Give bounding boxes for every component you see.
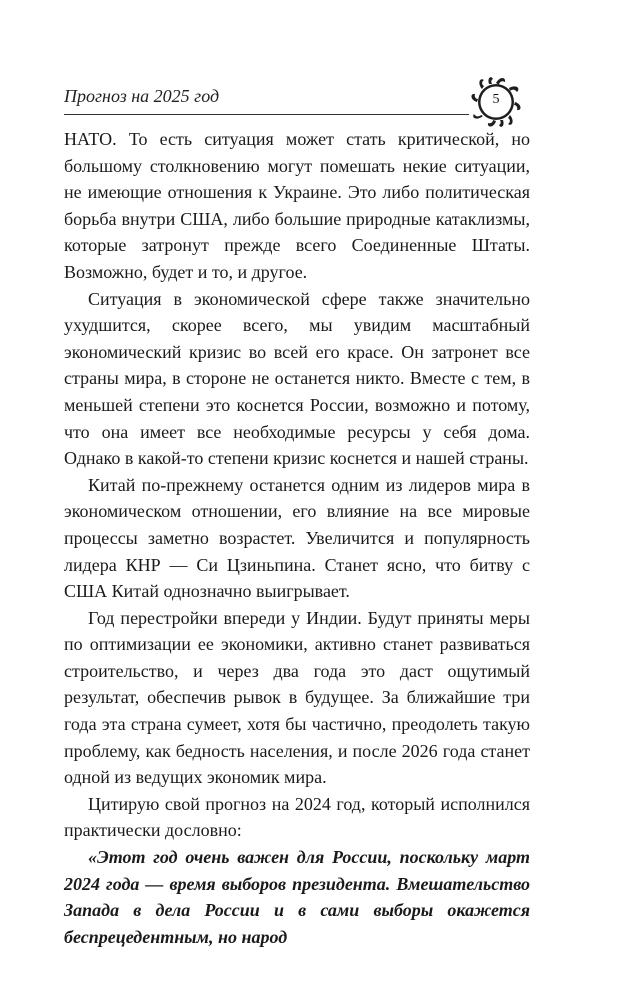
paragraph: Цитирую свой прогноз на 2024 год, который исполнился практически дословно: (64, 793, 530, 841)
header-rule (64, 114, 469, 115)
paragraph: Китай по-прежнему останется одним из лидеров мира в экономическом отношении, его влияние на все мировые процессы заметно возрастет. Увеличится и популярность лидера КНР — Си Цзиньпина. Станет ясно, что битву с США Китай однозначно выигрывает. (64, 474, 530, 602)
running-header (64, 84, 534, 114)
page-number: 5 (492, 92, 500, 107)
body-text (64, 126, 530, 950)
paragraph: Ситуация в экономической сфере также значительно ухудшится, скорее всего, мы увидим масштабный экономический кризис во всей его красе. Он затронет все страны мира, в стороне не останется никто. Вместе с тем, в меньшей степени это коснется России, возможно и потому, что она имеет все необходимые ресурсы у себя дома. Однако в какой-то степени кризис коснется и нашей страны. (64, 288, 530, 469)
page-number-ornament (466, 72, 526, 132)
running-title: Прогноз на 2025 год (64, 86, 220, 106)
quote-paragraph: «Этот год очень важен для России, поскольку март 2024 года — время выборов президента. Вмешательство Запада в дела России и в сами выборы окажется беспрецедентным, но народ (64, 847, 530, 947)
paragraph: Год перестройки впереди у Индии. Будут приняты меры по оптимизации ее экономики, активно станет развиваться строительство, и через два года это даст ощутимый результат, обеспечив рывок в будущее. За ближайшие три года эта страна сумеет, хотя бы частично, преодолеть такую проблему, как бедность населения, и после 2026 года станет одной из ведущих экономик мира. (64, 607, 530, 788)
paragraph: НАТО. То есть ситуация может стать критической, но большому столкновению могут помешать некие ситуации, не имеющие отношения к Украине. Это либо политическая борьба внутри США, либо большие природные катаклизмы, которые затронут прежде всего Соединенные Штаты. Возможно, будет и то, и другое. (64, 129, 530, 282)
